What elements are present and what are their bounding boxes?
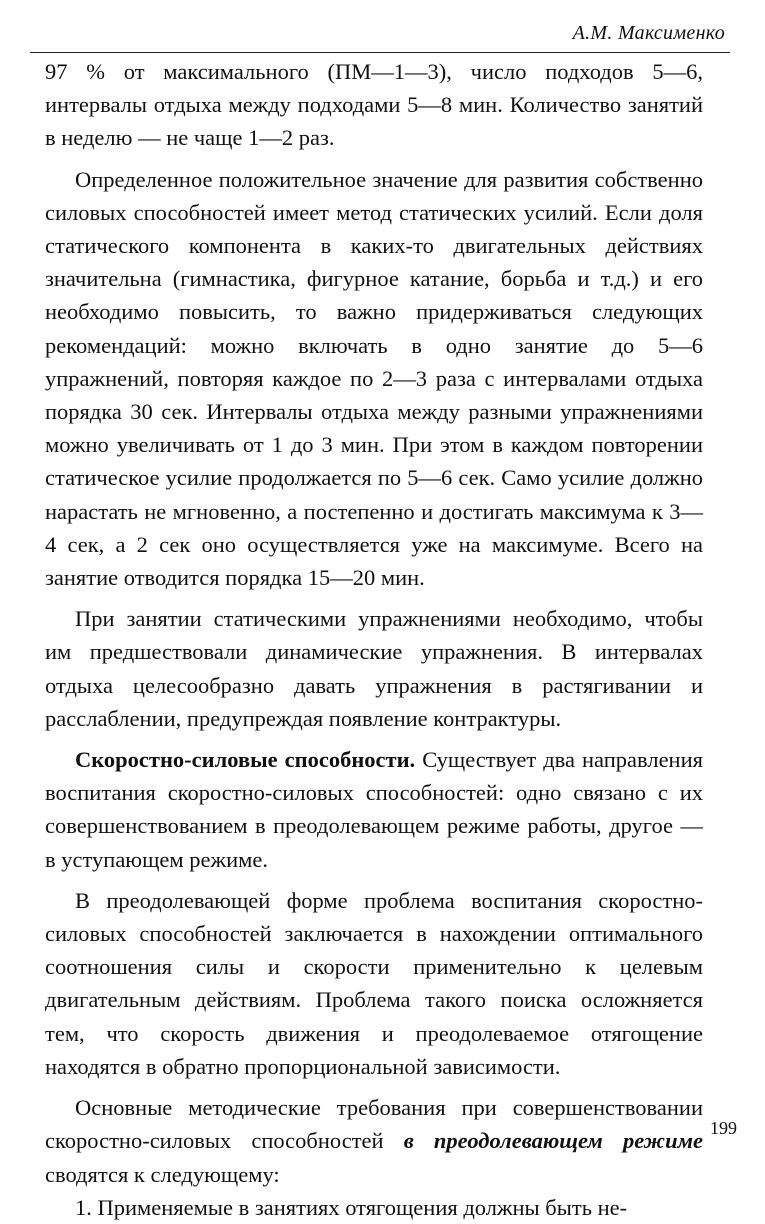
running-header: А.М. Максименко xyxy=(572,22,725,44)
section-heading-speed-strength: Скоростно-силовые способности. xyxy=(75,747,416,773)
paragraph-5: В преодолевающей форме проблема воспитания скоростно-силовых способностей заключается в нахождении оптимального соотношения силы и скорости применительно к целевым двигательным действиям. Проблема такого поиска осложняется тем, что скорость движения и преодолеваемое отягощение находятся в обратно пропорциональной зависимости. xyxy=(45,887,703,1079)
paragraph-6-text-a: Основные методические требования при совершенствовании скоростно-силовых способностей xyxy=(45,1095,703,1154)
paragraph-6-emphasis: в преодолевающем режиме xyxy=(403,1128,704,1154)
header-rule xyxy=(30,52,730,53)
paragraph-6-text-b: сводятся к следующему: xyxy=(45,1161,280,1187)
list-item-1: 1. Применяемые в занятиях отягощения должны быть не- xyxy=(75,1194,628,1220)
page-number: 199 xyxy=(710,1118,737,1138)
page-body xyxy=(45,55,703,1224)
paragraph-6 xyxy=(45,1091,703,1191)
paragraph-4 xyxy=(45,743,703,876)
paragraph-3: При занятии статическими упражнениями необходимо, чтобы им предшествовали динамические упражнения. В интервалах отдыха целесообразно давать упражнения в растягивании и расслаблении, предупреждая появление контрактуры. xyxy=(45,606,703,731)
paragraph-1: 97 % от максимального (ПМ—1—3), число подходов 5—6, интервалы отдыха между подходами 5—8 мин. Количество занятий в неделю — не чаще 1—2 раз. xyxy=(45,59,703,151)
paragraph-2: Определенное положительное значение для развития собственно силовых способностей имеет метод статических усилий. Если доля статического компонента в каких-то двигательных действиях значительна (гимнастика, фигурное катание, борьба и т.д.) и его необходимо повысить, то важно придерживаться следующих рекомендаций: можно включать в одно занятие до 5—6 упражнений, повторяя каждое по 2—3 раза с интервалами отдыха порядка 30 сек. Интервалы отдыха между разными упражнениями можно увеличивать от 1 до 3 мин. При этом в каждом повторении статическое усилие продолжается по 5—6 сек. Само усилие должно нарастать не мгновенно, а постепенно и достигать максимума к 3—4 сек, а 2 сек оно осуществляется уже на максимуме. Всего на занятие отводится порядка 15—20 мин. xyxy=(45,166,703,591)
paragraph-4-text: Существует два направления воспитания скоростно-силовых способностей: одно связано с их совершенствованием в преодолевающем режиме работы, другое — в уступающем режиме. xyxy=(45,747,703,872)
